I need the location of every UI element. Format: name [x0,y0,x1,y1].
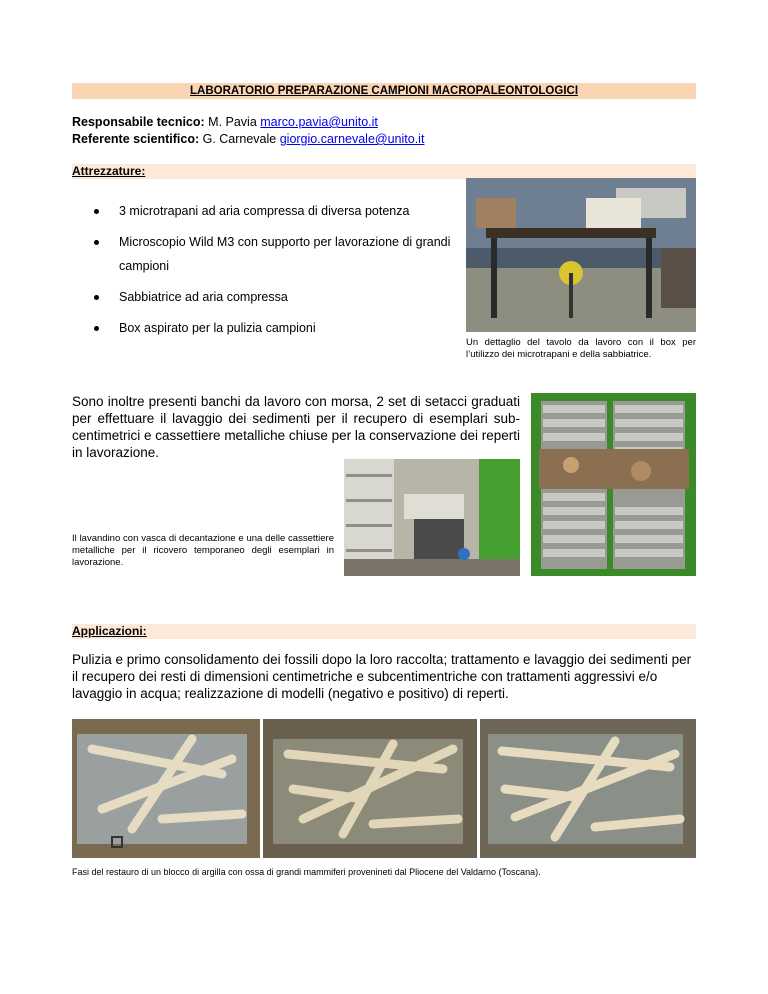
cabinets-photo [531,393,696,576]
workbench-caption: Un dettaglio del tavolo da lavoro con il box per l’utilizzo dei microtrapani e della sabbiatrice. [466,337,696,360]
list-item: Sabbiatrice ad aria compressa [92,285,452,309]
facilities-text: Sono inoltre presenti banchi da lavoro con morsa, 2 set di setacci graduati per effettuare il lavaggio dei sedimenti per il recupero di esemplari sub-centimetrici e cassettiere metalliche chiuse per la conservazione dei reperti in lavorazione. [72,394,520,460]
restoration-photo-3-image [480,719,696,858]
tech-email-link[interactable]: marco.pavia@unito.it [260,115,378,129]
restoration-photo-2 [263,719,477,858]
page-title: LABORATORIO PREPARAZIONE CAMPIONI MACROPALEONTOLOGICI [72,83,696,99]
sink-room-photo [344,459,520,576]
applications-text: Pulizia e primo consolidamento dei fossili dopo la loro raccolta; trattamento e lavaggio dei sedimenti per il recupero dei resti di dimensioni centimetriche e subcentimentriche con trattamenti aggressivi e/o lavaggio in acqua; realizzazione di modelli (negativo e positivo) di reperti. [72,652,692,701]
tech-contact-line [72,114,378,131]
list-item: 3 microtrapani ad aria compressa di diversa potenza [92,199,452,223]
bullet-icon [94,209,99,214]
bullet-icon [94,326,99,331]
sci-name: G. Carnevale [199,132,280,146]
bullet-icon [94,240,99,245]
restoration-photo-1 [72,719,260,858]
restoration-photo-1-image [72,719,260,858]
sci-email-link[interactable]: giorgio.carnevale@unito.it [279,132,425,146]
workbench-photo-image [466,178,696,332]
restoration-caption: Fasi del restauro di un blocco di argilla con ossa di grandi mammiferi provenineti dal Pliocene del Valdarno (Toscana). [72,867,541,877]
sink-room-photo-image [344,459,520,576]
tech-name: M. Pavia [204,115,261,129]
equipment-list [92,199,452,347]
sci-label: Referente scientifico: [72,132,200,146]
restoration-photo-2-image [263,719,477,858]
workbench-photo [466,178,696,332]
list-item: Microscopio Wild M3 con supporto per lavorazione di grandi campioni [92,230,452,278]
sink-caption: Il lavandino con vasca di decantazione e una delle cassettiere metalliche per il ricovero temporaneo degli esemplari in lavorazione. [72,533,334,568]
cabinets-photo-image [531,393,696,576]
restoration-photo-3 [480,719,696,858]
sci-contact-line [72,131,424,148]
tech-label: Responsabile tecnico: [72,115,205,129]
bullet-icon [94,295,99,300]
list-item: Box aspirato per la pulizia campioni [92,316,452,340]
applications-heading: Applicazioni: [72,624,696,639]
equipment-heading: Attrezzature: [72,164,696,179]
